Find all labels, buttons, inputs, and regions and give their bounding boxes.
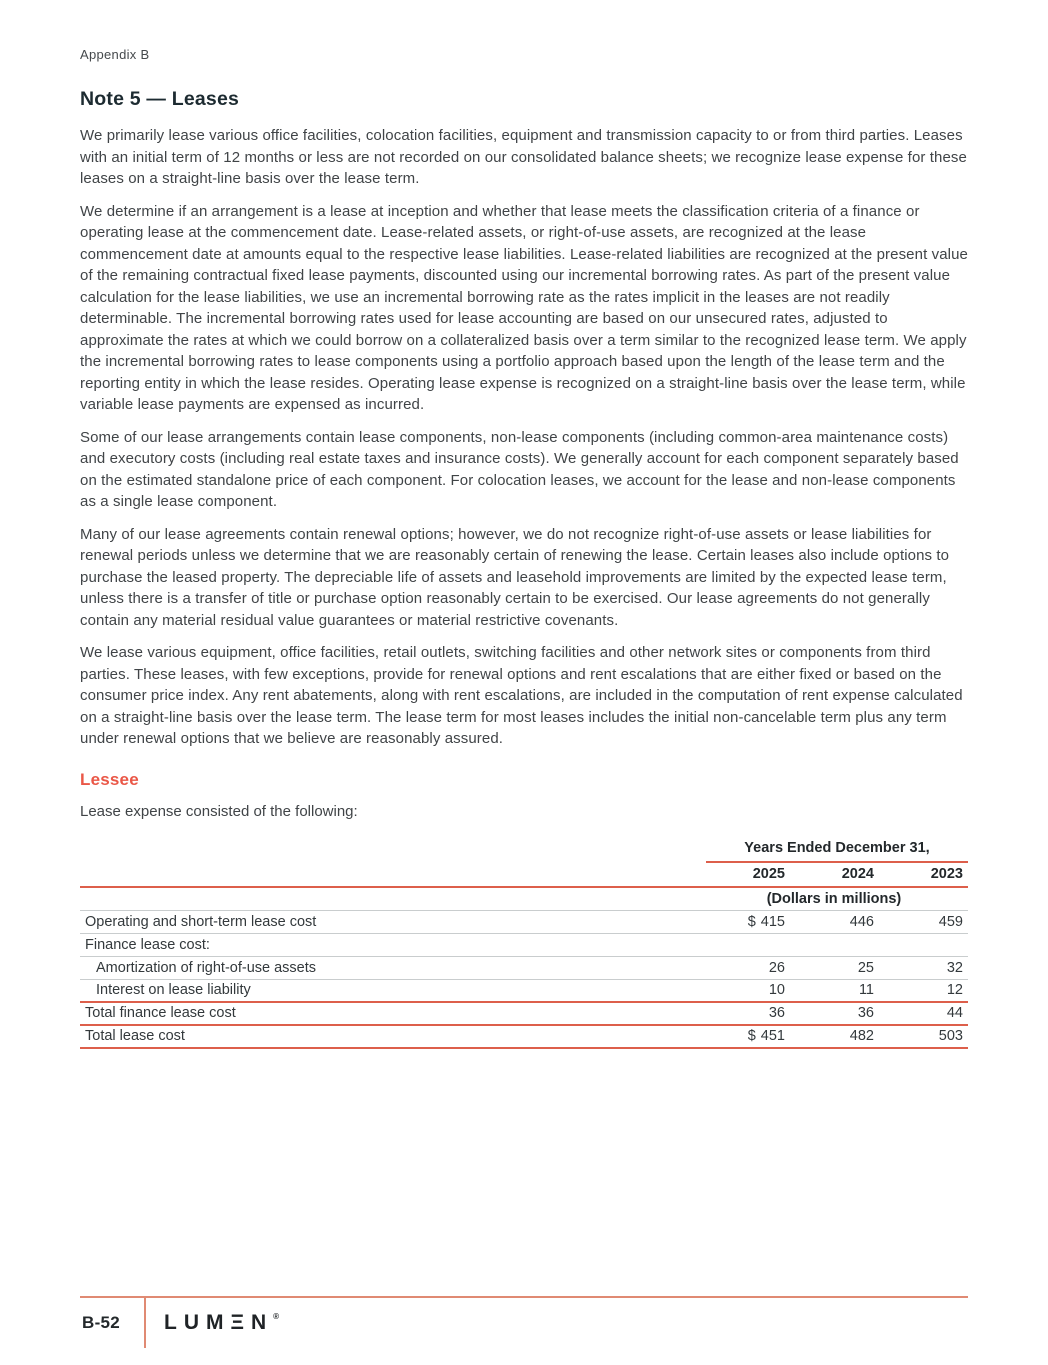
row-label: Total lease cost — [85, 1028, 185, 1044]
paragraph-5: We lease various equipment, office facilities, retail outlets, switching facilities and other network sites or components from third parties. These leases, with few exceptions, provide for renewal options and rent escalations that are either fixed or based on the consumer price index. Any rent abatements, along with rent escalations, are included in the computation of rent expense calculated on a straight-line basis over the lease term. The lease term for most leases includes the initial non-cancelable term plus any term under renewal options that we believe are reasonably assured. — [80, 644, 963, 747]
cell-value: 25 — [857, 959, 874, 976]
cell-value: 36 — [768, 1005, 785, 1021]
table-year-header-row — [80, 863, 968, 888]
cell-2024 — [785, 960, 874, 976]
table-row-finance-lease-cost-header — [80, 934, 968, 957]
page-content — [80, 0, 968, 1049]
table-intro: Lease expense consisted of the following: — [80, 802, 358, 820]
cell-value: 44 — [946, 1005, 963, 1021]
table-row-operating-short-term — [80, 911, 968, 934]
table-units-row — [80, 888, 968, 911]
cell-2023 — [874, 982, 968, 998]
cell-value: 10 — [768, 982, 785, 998]
cell-value: 482 — [849, 1028, 874, 1044]
cell-2025 — [696, 1005, 785, 1021]
cell-2025 — [696, 914, 785, 930]
cell-value: 11 — [858, 982, 874, 998]
row-label: Amortization of right-of-use assets — [96, 959, 317, 976]
units-note: (Dollars in millions) — [766, 890, 902, 907]
page-number: B-52 — [82, 1313, 121, 1332]
table-row-total-lease-cost — [80, 1026, 968, 1049]
year-column-2023: 2023 — [930, 865, 963, 882]
footer-content — [80, 1298, 968, 1348]
paragraph-1: We primarily lease various office facilities, colocation facilities, equipment and transmission capacity to or from third parties. Leases with an initial term of 12 months or less are not recorded on our consolidated balance sheets; we recognize lease expense for these leases on a straight-line basis over the lease term. — [80, 127, 967, 187]
cell-value: 503 — [938, 1028, 963, 1044]
table-row-total-finance-lease-cost — [80, 1003, 968, 1026]
row-label: Finance lease cost: — [85, 936, 210, 953]
cell-2024 — [785, 982, 874, 998]
row-label: Operating and short-term lease cost — [85, 913, 317, 930]
note-title: Note 5 — Leases — [80, 88, 240, 110]
paragraph-3: Some of our lease arrangements contain lease components, non-lease components (including common-area maintenance costs) and executory costs (including real estate taxes and insurance costs). We generally account for each component separately based on the estimated standalone price of each component. For colocation leases, we account for the lease and non-lease components as a single lease component. — [80, 428, 959, 510]
lumen-logo — [164, 1311, 279, 1335]
page-footer — [80, 1296, 968, 1348]
registered-mark: ® — [273, 1312, 280, 1321]
cell-2025 — [696, 1028, 785, 1044]
cell-2024 — [785, 914, 874, 930]
cell-value: 36 — [857, 1005, 874, 1021]
cell-2023 — [874, 914, 968, 930]
year-column-2024: 2024 — [841, 865, 874, 882]
row-label: Interest on lease liability — [96, 982, 251, 998]
cell-2023 — [874, 960, 968, 976]
paragraph-4: Many of our lease agreements contain renewal options; however, we do not recognize right-of-use assets or lease liabilities for renewal periods unless we determine that we are reasonably certain of renewing the lease. Certain leases also include options to purchase the leased property. The depreciable life of assets and leasehold improvements are limited by the expected lease term, unless there is a transfer of title or purchase option reasonably certain to be exercised. Our lease agreements do not generally contain any material residual value guarantees or material restrictive covenants. — [80, 525, 950, 629]
cell-2025 — [696, 982, 785, 998]
footer-divider — [144, 1298, 146, 1348]
table-period-header-row — [80, 839, 968, 863]
table-row-amortization — [80, 957, 968, 980]
currency-symbol: $ — [747, 913, 756, 930]
cell-2023 — [874, 1005, 968, 1021]
cell-2023 — [874, 1028, 968, 1044]
cell-2024 — [785, 1028, 874, 1044]
cell-value: 32 — [946, 959, 963, 976]
cell-value: 26 — [768, 959, 785, 976]
paragraph-2: We determine if an arrangement is a lease at inception and whether that lease meets the classification criteria of a finance or operating lease at the commencement date. Lease-related assets, or right-of-use assets, are recognized at the lease commencement date at amounts equal to the respective lease liabilities. Lease-related liabilities are recognized at the present value of the remaining contractual fixed lease payments, discounted using our incremental borrowing rates. As part of the present value calculation for the lease liabilities, we use an incremental borrowing rate as the rates implicit in the leases are not readily determinable. The incremental borrowing rates used for lease accounting are based on our unsecured rates, adjusted to approximate the rates at which we could borrow on a collateralized basis over a term similar to the recognized lease term. We apply the incremental borrowing rates to lease components using a portfolio approach based upon the length of the lease term and the reporting entity in which the lease resides. Operating lease expense is recognized on a straight-line basis over the lease term, while variable lease payments are expensed as incurred. — [80, 202, 968, 413]
year-column-2025: 2025 — [752, 865, 785, 882]
cell-2024 — [785, 1005, 874, 1021]
cell-value: 12 — [946, 982, 963, 998]
table-row-interest — [80, 980, 968, 1003]
lease-expense-table — [80, 839, 968, 1049]
cell-value: 446 — [849, 913, 874, 930]
cell-2025 — [696, 960, 785, 976]
lumen-logo-text: LUMΞN — [164, 1311, 274, 1334]
row-label: Total finance lease cost — [85, 1005, 236, 1021]
appendix-label: Appendix B — [80, 47, 150, 62]
cell-value: 459 — [938, 913, 963, 930]
lessee-heading: Lessee — [80, 769, 139, 789]
cell-value: 451 — [760, 1028, 785, 1044]
period-header: Years Ended December 31, — [706, 839, 968, 863]
cell-value: 415 — [760, 913, 785, 930]
currency-symbol: $ — [747, 1028, 756, 1044]
